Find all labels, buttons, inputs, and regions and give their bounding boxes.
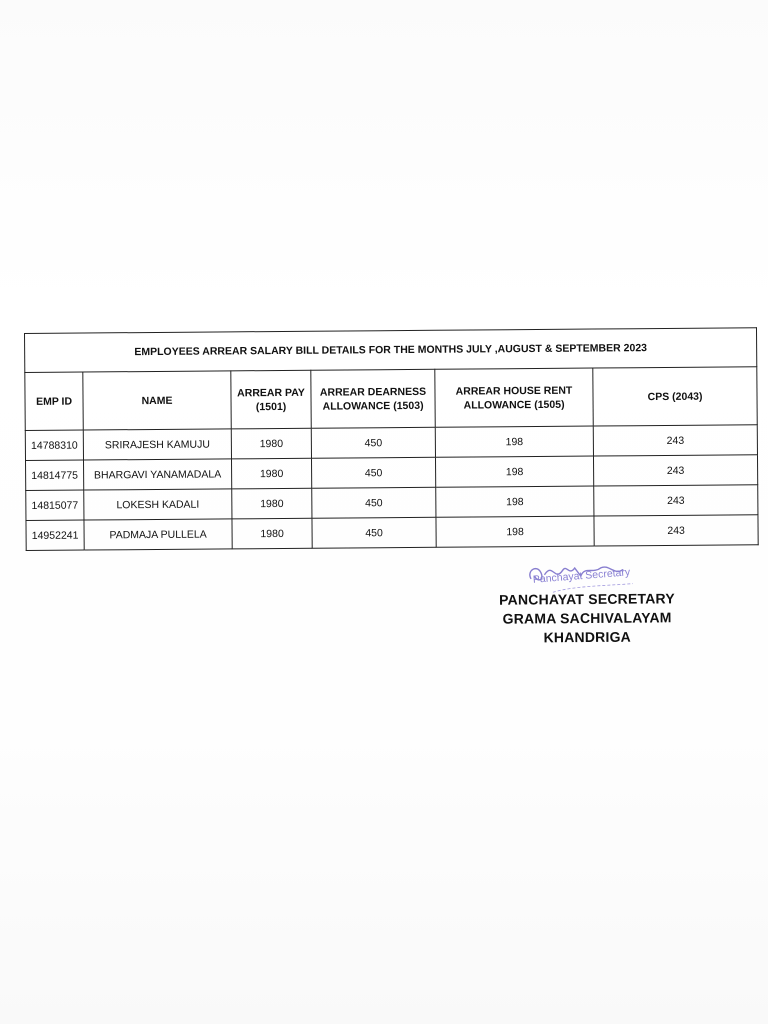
- arrear-da-cell: 450: [312, 517, 436, 548]
- arrear-da-cell: 450: [312, 487, 436, 518]
- arrear-hra-cell: 198: [435, 426, 593, 457]
- arrear-da-cell: 450: [311, 457, 435, 488]
- column-header-emp-id: EMP ID: [25, 372, 83, 430]
- signatory-title: PANCHAYAT SECRETARY: [499, 590, 675, 608]
- column-header-arrear-pay: ARREAR PAY (1501): [231, 370, 311, 429]
- column-header-arrear-hra: ARREAR HOUSE RENT ALLOWANCE (1505): [435, 368, 593, 427]
- name-cell: SRIRAJESH KAMUJU: [83, 429, 231, 460]
- emp-id-cell: 14815077: [26, 490, 84, 520]
- arrear-pay-cell: 1980: [232, 488, 312, 519]
- column-header-arrear-da: ARREAR DEARNESS ALLOWANCE (1503): [311, 369, 435, 428]
- cps-cell: 243: [594, 515, 758, 546]
- arrear-hra-cell: 198: [435, 456, 593, 487]
- arrear-hra-cell: 198: [436, 486, 594, 517]
- official-stamp: [523, 555, 653, 606]
- emp-id-cell: 14788310: [25, 430, 83, 460]
- stamp-text: Panchayat Secretary: [532, 566, 631, 586]
- name-cell: LOKESH KADALI: [84, 489, 232, 520]
- arrear-pay-cell: 1980: [231, 428, 311, 459]
- cps-cell: 243: [593, 425, 757, 456]
- arrear-hra-cell: 198: [436, 516, 594, 547]
- name-cell: PADMAJA PULLELA: [84, 519, 232, 550]
- emp-id-cell: 14814775: [26, 460, 84, 490]
- arrear-pay-cell: 1980: [231, 458, 311, 489]
- arrear-pay-cell: 1980: [232, 518, 312, 549]
- table-title: EMPLOYEES ARREAR SALARY BILL DETAILS FOR THE MONTHS JULY ,AUGUST & SEPTEMBER 2023: [25, 328, 757, 373]
- name-cell: BHARGAVI YANAMADALA: [83, 459, 231, 490]
- emp-id-cell: 14952241: [26, 520, 84, 550]
- arrear-da-cell: 450: [311, 427, 435, 458]
- signatory-office: GRAMA SACHIVALAYAM: [502, 609, 672, 627]
- signature-block: [487, 559, 688, 648]
- header-row: [25, 367, 757, 431]
- arrear-bill-table: [24, 327, 759, 551]
- table-row: [26, 515, 758, 551]
- column-header-cps: CPS (2043): [593, 367, 757, 426]
- signatory-location: KHANDRIGA: [543, 628, 631, 646]
- arrear-bill-sheet: [24, 327, 758, 551]
- column-header-name: NAME: [83, 371, 231, 430]
- cps-cell: 243: [593, 455, 757, 486]
- cps-cell: 243: [594, 485, 758, 516]
